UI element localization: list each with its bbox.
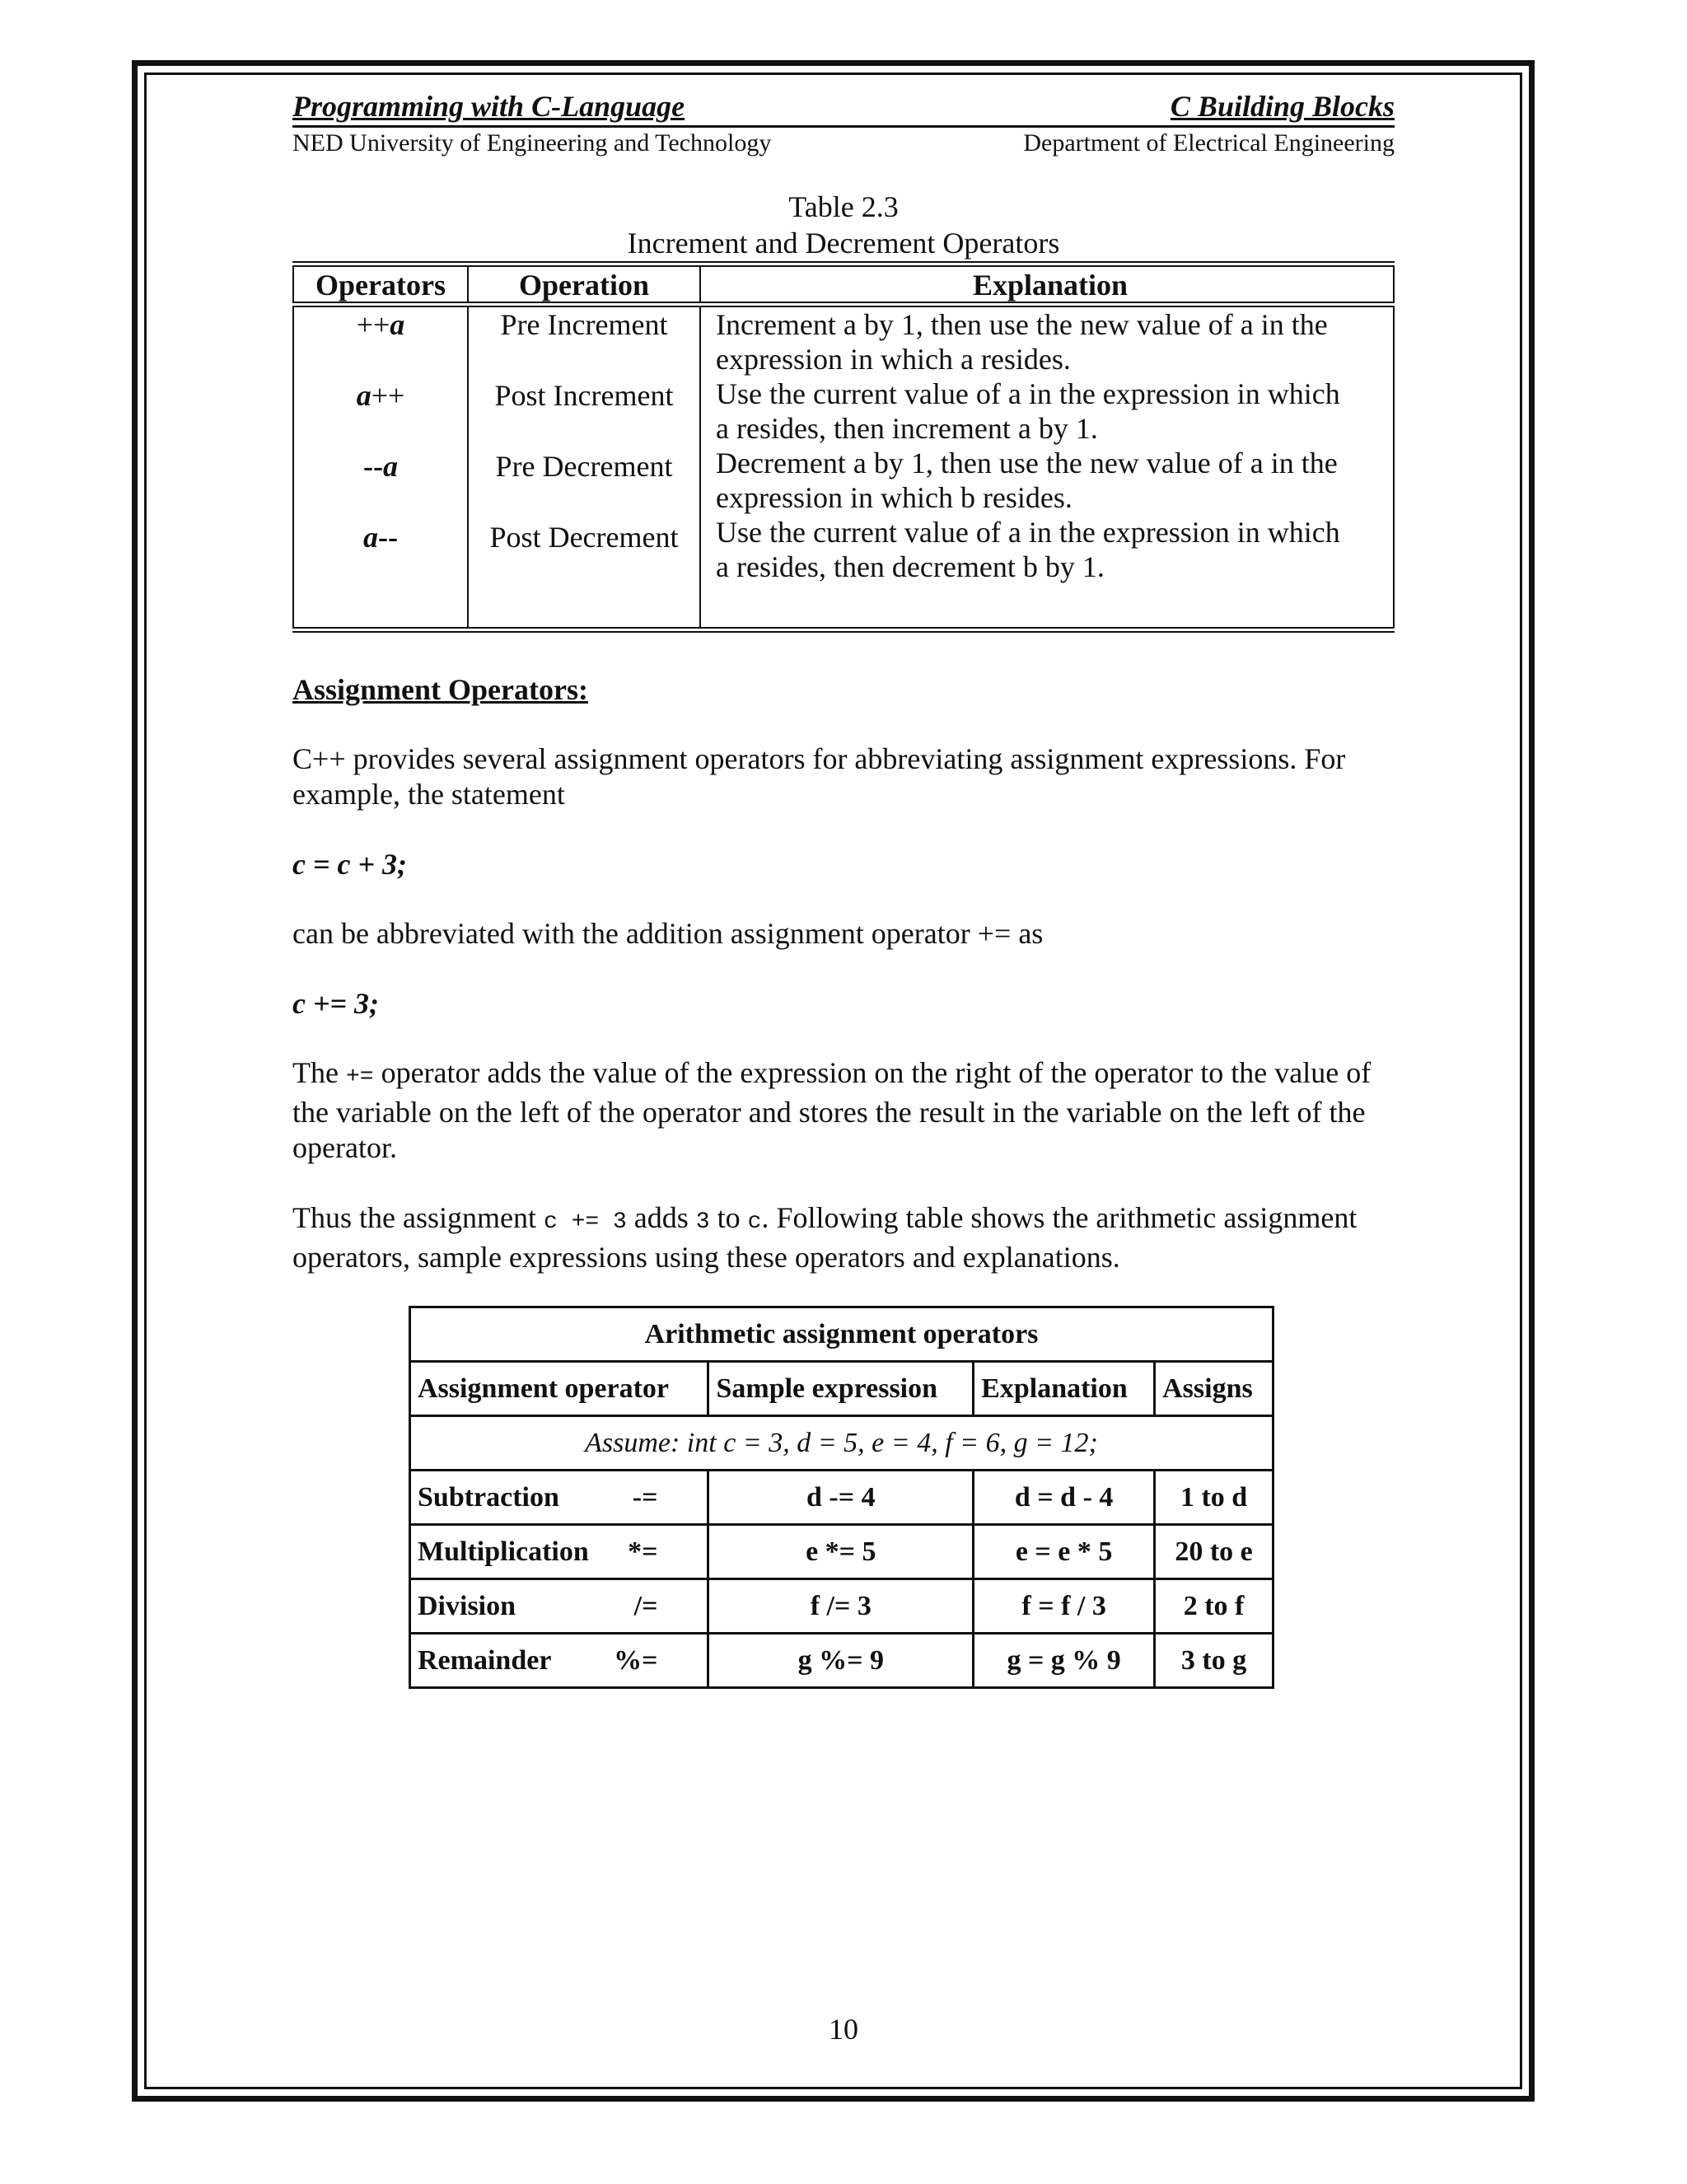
operation-cell: Pre Decrement (495, 450, 673, 483)
explanation-line: Use the current value of a in the expression in which (716, 516, 1340, 549)
explanation-line: Decrement a by 1, then use the new value of a in the (716, 447, 1338, 479)
column-header-operators: Operators (293, 264, 468, 305)
operation-cell: Post Decrement (489, 521, 679, 554)
explanation-line: expression in which a resides. (716, 343, 1071, 376)
running-header (292, 92, 1395, 128)
table-row (410, 1471, 1273, 1525)
operation-cell: Post Increment (494, 379, 674, 412)
assigns-cell: 2 to f (1155, 1579, 1273, 1634)
explanation-cell: e = e * 5 (974, 1525, 1155, 1579)
table-row (410, 1579, 1273, 1634)
explanation-cell: g = g % 9 (974, 1634, 1155, 1688)
table-row (410, 1634, 1273, 1688)
department-name: Department of Electrical Engineering (1023, 129, 1395, 157)
university-name: NED University of Engineering and Technology (292, 129, 772, 157)
operator-name-cell: Remainder %= (410, 1634, 708, 1688)
column-header-explanation: Explanation (700, 264, 1394, 305)
assumption-row: Assume: int c = 3, d = 5, e = 4, f = 6, g = 12; (410, 1416, 1273, 1471)
explanation-cell: d = d - 4 (974, 1471, 1155, 1525)
operator-cell: ++a (356, 308, 405, 341)
code-statement-1: c = c + 3; (292, 848, 407, 881)
operator-cell: --a (363, 450, 398, 483)
increment-decrement-table (292, 261, 1395, 633)
table-caption-title: Increment and Decrement Operators (627, 227, 1060, 260)
operation-cell: Pre Increment (500, 308, 668, 341)
paragraph-table-intro: Thus the assignment c += 3 adds 3 to c. Following table shows the arithmetic assignment operators, sample expressions using these operators and explanations. (292, 1201, 1358, 1274)
explanation-line: expression in which b resides. (716, 481, 1072, 514)
explanation-line: a resides, then increment a by 1. (716, 412, 1098, 445)
table-title: Arithmetic assignment operators (410, 1307, 1273, 1362)
table-row (293, 305, 1394, 630)
paragraph-abbreviation: can be abbreviated with the addition assignment operator += as (292, 917, 1044, 950)
page-content (292, 90, 1395, 2046)
operator-name-cell: Subtraction -= (410, 1471, 708, 1525)
sample-expression-cell: f /= 3 (708, 1579, 974, 1634)
page-number: 10 (829, 2013, 858, 2046)
section-heading: Assignment Operators: (292, 673, 588, 706)
explanation-line: Use the current value of a in the expression in which (716, 377, 1340, 410)
operator-name-cell: Division /= (410, 1579, 708, 1634)
operator-cell: a-- (363, 521, 398, 554)
table-caption-number: Table 2.3 (788, 190, 899, 223)
paragraph-operator-description: The += operator adds the value of the expression on the right of the operator to the value of the variable on the left of the operator and stores the result in the variable on the left of the operator. (292, 1056, 1372, 1164)
arithmetic-assignment-table (409, 1306, 1274, 1689)
column-header-sample-expression: Sample expression (708, 1362, 974, 1416)
operator-cell: a++ (356, 379, 405, 412)
explanation-line: a resides, then decrement b by 1. (716, 550, 1105, 583)
assigns-cell: 3 to g (1155, 1634, 1273, 1688)
assigns-cell: 20 to e (1155, 1525, 1273, 1579)
sample-expression-cell: e *= 5 (708, 1525, 974, 1579)
explanation-cell: f = f / 3 (974, 1579, 1155, 1634)
running-subheader (292, 128, 1395, 161)
operator-name-cell: Multiplication *= (410, 1525, 708, 1579)
column-header-assigns: Assigns (1155, 1362, 1273, 1416)
sample-expression-cell: d -= 4 (708, 1471, 974, 1525)
explanation-line: Increment a by 1, then use the new value of a in the (716, 308, 1328, 341)
column-header-assignment-operator: Assignment operator (410, 1362, 708, 1416)
paragraph-intro: C++ provides several assignment operators for abbreviating assignment expressions. For example, the statement (292, 742, 1346, 811)
chapter-title: C Building Blocks (1170, 90, 1395, 123)
column-header-operation: Operation (468, 264, 700, 305)
course-title: Programming with C-Language (292, 90, 685, 123)
code-statement-2: c += 3; (292, 987, 379, 1020)
column-header-explanation: Explanation (974, 1362, 1155, 1416)
sample-expression-cell: g %= 9 (708, 1634, 974, 1688)
assigns-cell: 1 to d (1155, 1471, 1273, 1525)
table-row (410, 1525, 1273, 1579)
